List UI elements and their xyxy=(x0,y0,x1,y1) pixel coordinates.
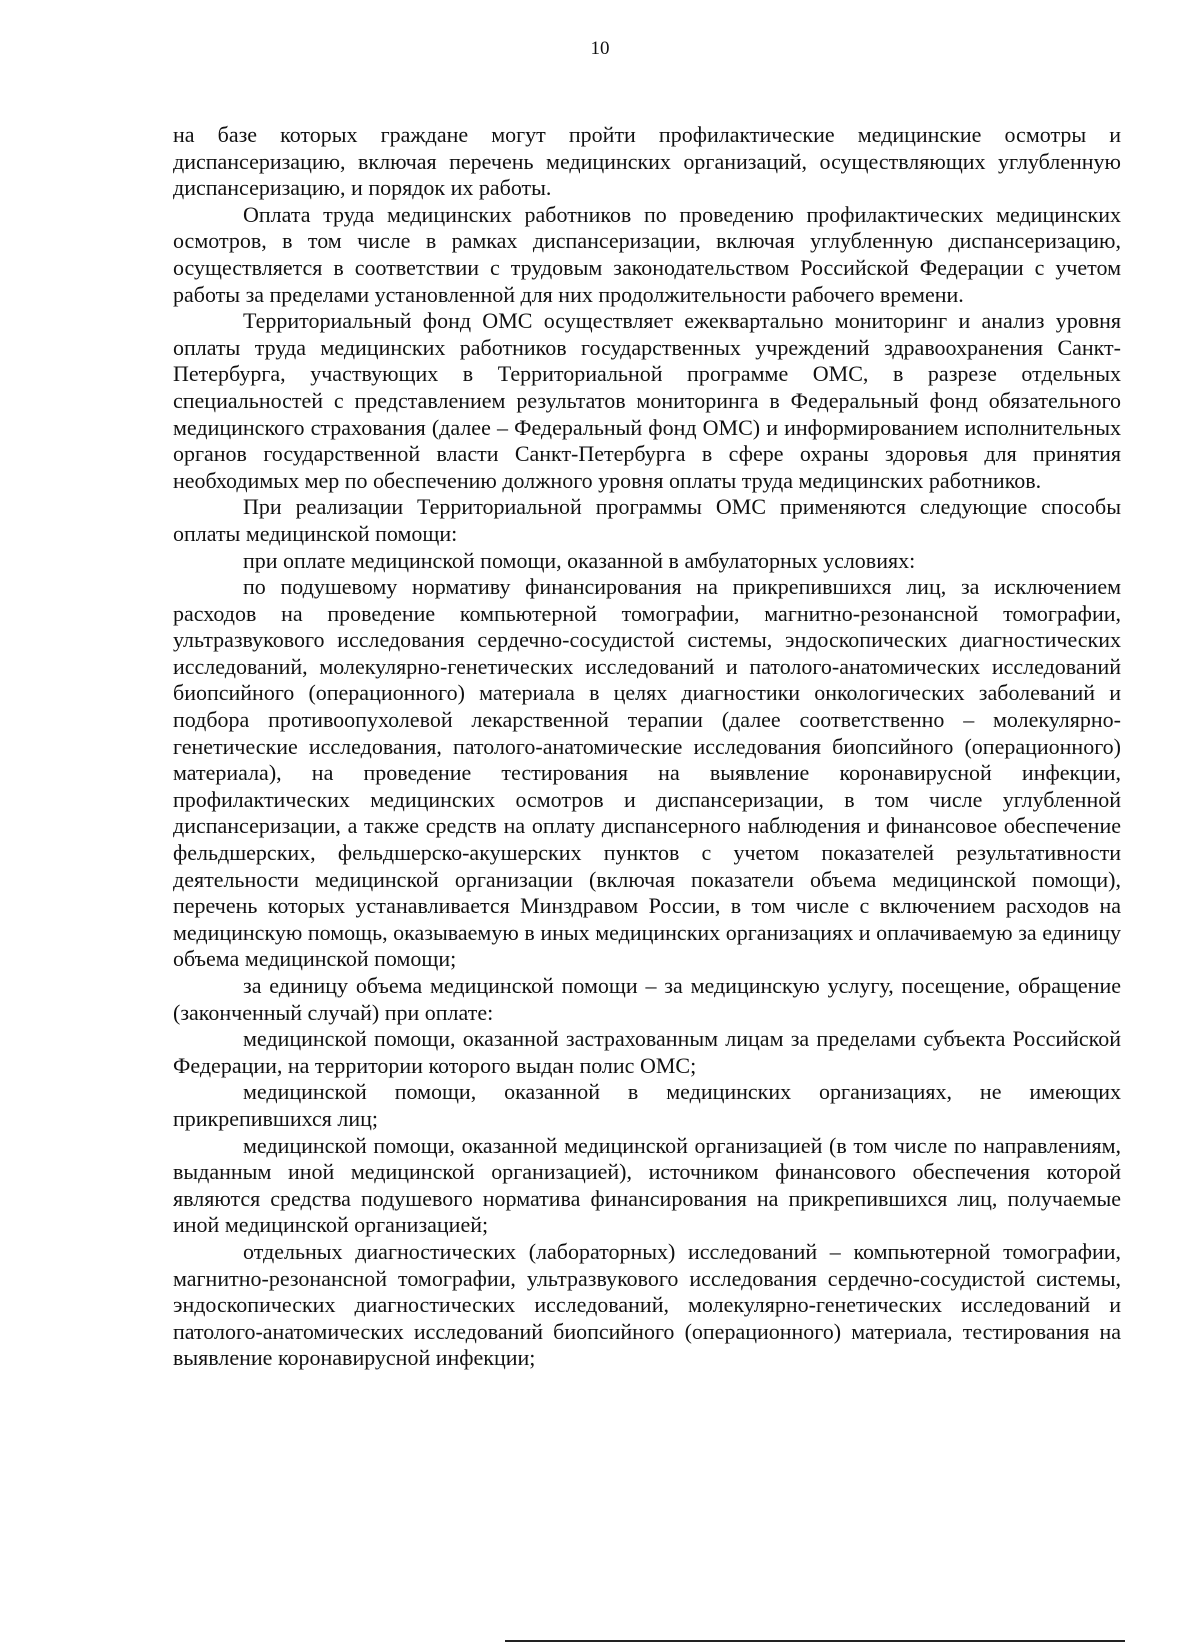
paragraph-4: При реализации Территориальной программы ОМС применяются следующие способы оплаты медицинской помощи: xyxy=(173,494,1121,546)
paragraph-11: отдельных диагностических (лабораторных) исследований – компьютерной томографии, магнитно-резонансной томографии, ультразвукового исследования сердечно-сосудистой системы, эндоскопических диагностических исследований, молекулярно-генетических исследований и патолого-анатомических исследований биопсийного (операционного) материала, тестирования на выявление коронавирусной инфекции; xyxy=(173,1238,1121,1371)
paragraph-1: на базе которых граждане могут пройти профилактические медицинские осмотры и диспансеризацию, включая перечень медицинских организаций, осуществляющих углубленную диспансеризацию, и порядок их работы. xyxy=(173,122,1121,201)
paragraph-2: Оплата труда медицинских работников по проведению профилактических медицинских осмотров, в том числе в рамках диспансеризации, включая углубленную диспансеризацию, осуществляется в соответствии с трудовым законодательством Российской Федерации с учетом работы за пределами установленной для них продолжительности рабочего времени. xyxy=(173,201,1121,307)
paragraph-5: при оплате медицинской помощи, оказанной в амбулаторных условиях: xyxy=(243,547,916,573)
paragraph-7: за единицу объема медицинской помощи – за медицинскую услугу, посещение, обращение (законченный случай) при оплате: xyxy=(173,973,1121,1025)
paragraph-10: медицинской помощи, оказанной медицинской организацией (в том числе по направлениям, выданным иной медицинской организацией), источником финансового обеспечения которой являются средства подушевого норматива финансирования на прикрепившихся лиц, получаемые иной медицинской организацией; xyxy=(173,1132,1121,1238)
page-number: 10 xyxy=(590,38,610,59)
paragraph-6: по подушевому нормативу финансирования на прикрепившихся лиц, за исключением расходов на проведение компьютерной томографии, магнитно-резонансной томографии, ультразвукового исследования сердечно-сосудистой системы, эндоскопических диагностических исследований, молекулярно-генетических исследований и патолого-анатомических исследований биопсийного (операционного) материала в целях диагностики онкологических заболеваний и подбора противоопухолевой лекарственной терапии (далее соответственно – молекулярно-генетические исследования, патолого-анатомические исследования биопсийного (операционного) материала), на проведение тестирования на выявление коронавирусной инфекции, профилактических медицинских осмотров и диспансеризации, в том числе углубленной диспансеризации, а также средств на оплату диспансерного наблюдения и финансовое обеспечение фельдшерских, фельдшерско-акушерских пунктов с учетом показателей результативности деятельности медицинской организации (включая показатели объема медицинской помощи), перечень которых устанавливается Минздравом России, в том числе с включением расходов на медицинскую помощь, оказываемую в иных медицинских организациях и оплачиваемую за единицу объема медицинской помощи; xyxy=(173,574,1121,972)
bottom-scan-rule xyxy=(505,1640,1125,1642)
document-body xyxy=(173,122,1121,1372)
paragraph-9: медицинской помощи, оказанной в медицинских организациях, не имеющих прикрепившихся лиц; xyxy=(173,1079,1121,1131)
paragraph-3: Территориальный фонд ОМС осуществляет ежеквартально мониторинг и анализ уровня оплаты труда медицинских работников государственных учреждений здравоохранения Санкт-Петербурга, участвующих в Территориальной программе ОМС, в разрезе отдельных специальностей с представлением результатов мониторинга в Федеральный фонд обязательного медицинского страхования (далее – Федеральный фонд ОМС) и информированием исполнительных органов государственной власти Санкт-Петербурга в сфере охраны здоровья для принятия необходимых мер по обеспечению должного уровня оплаты труда медицинских работников. xyxy=(173,308,1121,493)
paragraph-8: медицинской помощи, оказанной застрахованным лицам за пределами субъекта Российской Федерации, на территории которого выдан полис ОМС; xyxy=(173,1026,1121,1078)
